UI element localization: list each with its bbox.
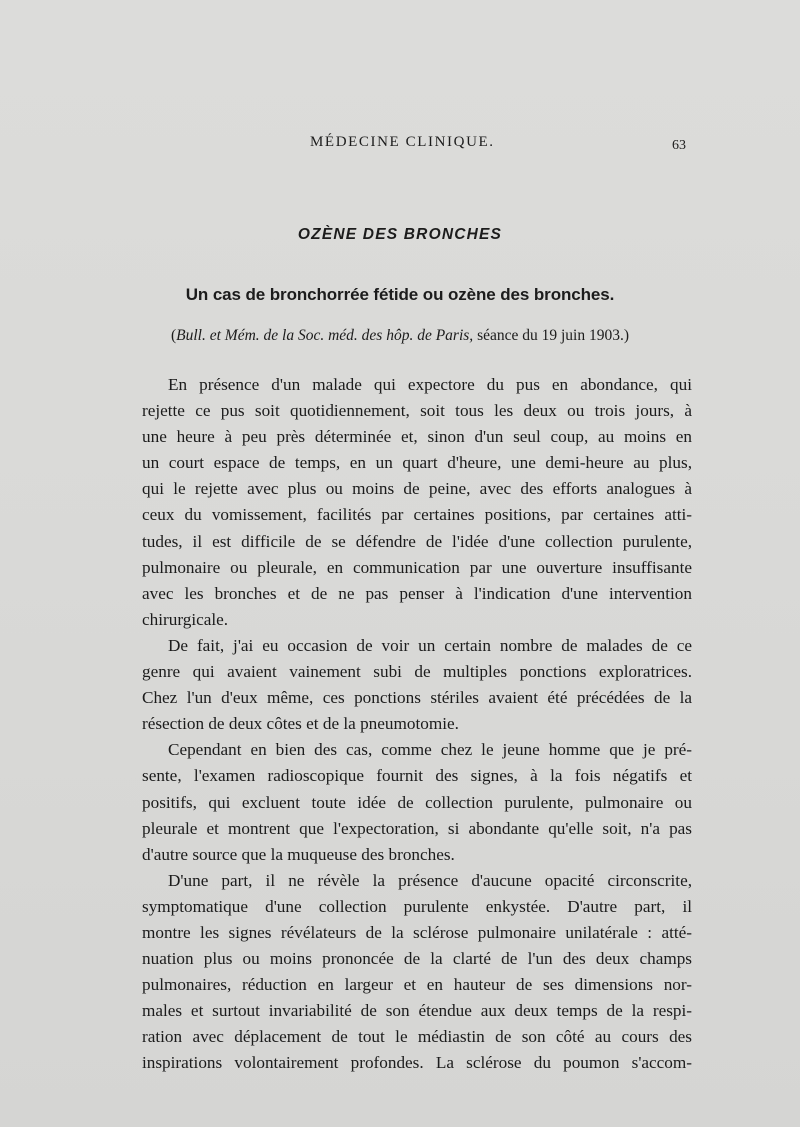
- page-number: 63: [672, 138, 686, 153]
- article-title: Un cas de bronchorrée fétide ou ozène des bronches.: [185, 285, 615, 304]
- text-line: males et surtout invariabilité de son étendue aux deux temps de la respi-: [142, 1001, 692, 1021]
- text-line: qui le rejette avec plus ou moins de peine, avec des efforts analogues à: [142, 479, 692, 499]
- text-line: résection de deux côtes et de la pneumotomie.: [142, 714, 459, 734]
- text-line: ceux du vomissement, facilités par certaines positions, par certaines atti-: [142, 505, 692, 525]
- body-text: [116, 372, 692, 1077]
- paragraph-4: [116, 868, 692, 1077]
- text-line: inspirations volontairement profondes. La sclérose du poumon s'accom-: [142, 1053, 692, 1073]
- citation-date: séance du 19 juin 1903.): [473, 327, 630, 344]
- text-line: ration avec déplacement de tout le médiastin de son côté au cours des: [142, 1027, 692, 1047]
- text-line: sente, l'examen radioscopique fournit des signes, à la fois négatifs et: [142, 766, 692, 786]
- section-title: OZÈNE DES BRONCHES: [297, 226, 503, 243]
- text-line: Cependant en bien des cas, comme chez le jeune homme que je pré-: [168, 740, 692, 760]
- text-line: pulmonaire ou pleurale, en communication par une ouverture insuffisante: [142, 557, 692, 577]
- text-line: genre qui avaient vainement subi de multiples ponctions exploratrices.: [142, 662, 692, 682]
- text-line: montre les signes révélateurs de la sclérose pulmonaire unilatérale : atté-: [142, 922, 692, 942]
- text-line: En présence d'un malade qui expectore du pus en abondance, qui: [168, 375, 692, 394]
- paragraph-3: [116, 737, 692, 867]
- text-line: avec les bronches et de ne pas penser à l'indication d'une intervention: [142, 583, 692, 603]
- text-line: chirurgicale.: [142, 609, 229, 629]
- citation-source: Bull. et Mém. de la Soc. méd. des hôp. de Paris,: [176, 327, 474, 344]
- running-title: MÉDECINE CLINIQUE.: [310, 134, 495, 150]
- text-line: un court espace de temps, en un quart d'heure, une demi-heure au plus,: [142, 453, 692, 473]
- citation: [0, 327, 800, 345]
- text-line: nuation plus ou moins prononcée de la clarté de l'un des deux champs: [142, 949, 692, 969]
- text-line: rejette ce pus soit quotidiennement, soit tous les deux ou trois jours, à: [142, 401, 692, 421]
- paragraph-1: [116, 372, 692, 633]
- text-line: Chez l'un d'eux même, ces ponctions stériles avaient été précédées de la: [142, 688, 692, 708]
- text-line: une heure à peu près déterminée et, sinon d'un seul coup, au moins en: [142, 427, 692, 447]
- running-head: [0, 134, 800, 156]
- text-line: pulmonaires, réduction en largeur et en hauteur de ses dimensions nor-: [142, 975, 692, 995]
- citation-open-paren: (: [170, 327, 177, 344]
- paragraph-2: [116, 633, 692, 737]
- text-line: D'une part, il ne révèle la présence d'aucune opacité circonscrite,: [168, 870, 692, 890]
- text-line: De fait, j'ai eu occasion de voir un certain nombre de malades de ce: [168, 635, 692, 655]
- text-line: symptomatique d'une collection purulente enkystée. D'autre part, il: [142, 896, 692, 916]
- text-line: d'autre source que la muqueuse des bronches.: [142, 844, 455, 864]
- text-line: pleurale et montrent que l'expectoration, si abondante qu'elle soit, n'a pas: [142, 818, 692, 838]
- text-line: tudes, il est difficile de se défendre de l'idée d'une collection purulente,: [142, 531, 692, 551]
- text-line: positifs, qui excluent toute idée de collection purulente, pulmonaire ou: [142, 792, 692, 812]
